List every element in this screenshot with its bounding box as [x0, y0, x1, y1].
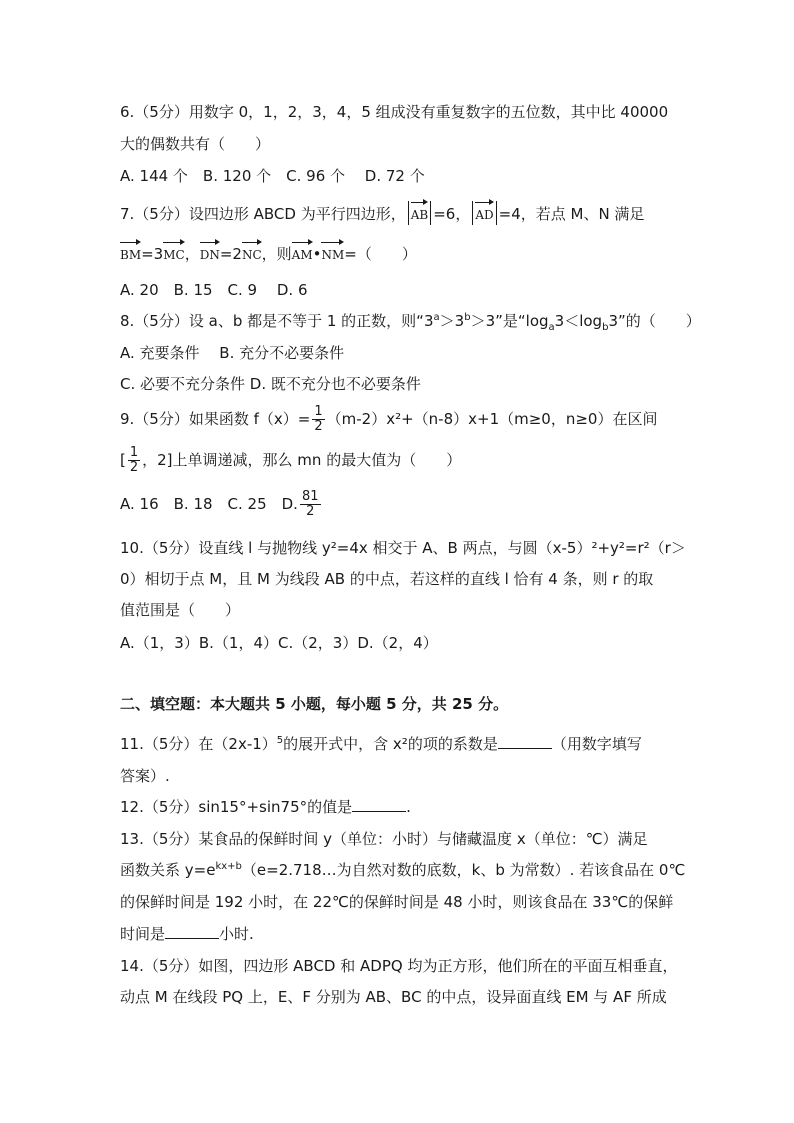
q7-abs-ad — [472, 201, 496, 225]
q13-l4-after: 小时. — [219, 925, 254, 943]
q9-optD-frac — [300, 490, 321, 519]
q7-vec-bm: BM — [120, 241, 141, 265]
q9-options-text: A. 16 B. 18 C. 25 D. — [120, 495, 298, 513]
q9-l2-frac-den: 2 — [129, 460, 139, 475]
q7-ze: ，则 — [261, 245, 292, 263]
q14-line1: 14.（5分）如图，四边形 ABCD 和 ADPQ 均为正方形，他们所在的平面互相垂直， — [120, 957, 678, 975]
q7-ab-eq: =6， — [433, 205, 471, 223]
q11-after: （用数字填写 — [551, 735, 642, 753]
q7-prefix: 7.（5分）设四边形 ABCD 为平行四边形， — [120, 205, 406, 223]
q8-sup-a: a — [433, 312, 440, 323]
q7-vec-nm: NM — [321, 241, 344, 265]
q8-line1 — [120, 311, 701, 331]
q9-frac-half — [312, 405, 324, 434]
q7-vec-dn: DN — [200, 241, 220, 265]
q7-vec-ab: AB — [411, 201, 428, 225]
q12-after: . — [406, 798, 411, 816]
q13-line2 — [120, 860, 685, 880]
q13-line3: 的保鲜时间是 192 小时，在 22℃的保鲜时间是 48 小时，则该食品在 33℃的保鲜 — [120, 893, 674, 911]
q7-line2 — [120, 241, 417, 265]
q7-eq3: =3 — [141, 245, 164, 263]
q9-prefix: 9.（5分）如果函数 f（x）= — [120, 410, 311, 428]
q6-line2: 大的偶数共有（ ） — [120, 135, 271, 153]
q7-dot: • — [312, 245, 322, 263]
q8-end: 3”的（ ） — [608, 312, 701, 330]
q9-options — [120, 490, 323, 519]
q11-sup5: 5 — [276, 735, 284, 746]
q11-answer-blank[interactable] — [498, 734, 552, 749]
q9-line2 — [120, 446, 461, 475]
q7-options: A. 20 B. 15 C. 9 D. 6 — [120, 281, 308, 299]
q7-vec-am: AM — [292, 241, 313, 265]
q8-sub-a: a — [548, 322, 555, 333]
q6-line1: 6.（5分）用数字 0，1，2，3，4，5 组成没有重复数字的五位数，其中比 40000 — [120, 103, 669, 121]
q11-line2: 答案）. — [120, 767, 170, 785]
q7-comma: ， — [184, 245, 200, 263]
q8-text-a: 8.（5分）设 a、b 都是不等于 1 的正数，则“3 — [120, 312, 434, 330]
q9-l2-rest: ，2]上单调递减，那么 mn 的最大值为（ ） — [142, 451, 462, 469]
q9-l2-frac — [128, 446, 140, 475]
q10-options: A.（1，3）B.（1，4）C.（2，3）D.（2，4） — [120, 634, 438, 652]
q9-l2-frac-num: 1 — [129, 445, 139, 460]
q13-l2-rest: （e=2.718…为自然对数的底数，k、b 为常数）. 若该食品在 0℃ — [241, 861, 686, 879]
q9-line1 — [120, 405, 657, 434]
q10-line3: 值范围是（ ） — [120, 601, 241, 619]
q9-optD-num: 81 — [301, 489, 319, 504]
q6-options: A. 144 个 B. 120 个 C. 96 个 D. 72 个 — [120, 167, 425, 185]
section2-title: 二、填空题：本大题共 5 小题，每小题 5 分，共 25 分。 — [120, 695, 509, 713]
q7-eq2: =2 — [219, 245, 242, 263]
q12-line — [120, 797, 411, 817]
q13-line1: 13.（5分）某食品的保鲜时间 y（单位：小时）与储藏温度 x（单位：℃）满足 — [120, 830, 648, 848]
q11-prefix: 11.（5分）在（2x-1） — [120, 735, 277, 753]
q10-line1: 10.（5分）设直线 l 与抛物线 y²=4x 相交于 A、B 两点，与圆（x-5）²+y²=r²（r＞ — [120, 539, 686, 557]
q7-vec-nc: NC — [242, 241, 262, 265]
q8-mid2: ＞3”是“log — [470, 312, 549, 330]
q8-options-cd: C. 必要不充分条件 D. 既不充分也不必要条件 — [120, 375, 421, 393]
q9-frac-den: 2 — [314, 419, 323, 434]
q13-answer-blank[interactable] — [165, 924, 219, 939]
q9-suffix: （m-2）x²+（n-8）x+1（m≥0，n≥0）在区间 — [326, 410, 658, 428]
q12-prefix: 12.（5分）sin15°+sin75°的值是 — [120, 798, 353, 816]
q10-line2: 0）相切于点 M，且 M 为线段 AB 的中点，若这样的直线 l 恰有 4 条，则 r 的取 — [120, 570, 654, 588]
q7-vec-mc: MC — [163, 241, 184, 265]
q7-abs-ab — [408, 201, 431, 225]
q7-ad-eq: =4，若点 M、N 满足 — [498, 205, 645, 223]
q13-line4 — [120, 924, 254, 944]
q11-mid: 的展开式中，含 x²的项的系数是 — [283, 735, 498, 753]
q7-tail: =（ ） — [344, 245, 417, 263]
q12-answer-blank[interactable] — [352, 797, 406, 812]
q9-frac-num: 1 — [314, 404, 323, 419]
q8-mid3: 3＜log — [554, 312, 603, 330]
q13-l4-prefix: 时间是 — [120, 925, 166, 943]
q11-line1 — [120, 734, 642, 754]
q7-vec-ad: AD — [475, 201, 493, 225]
q9-optD-den: 2 — [306, 504, 315, 519]
q13-l2-sup: kx+b — [215, 861, 242, 872]
q9-bracket: [ — [120, 451, 126, 469]
q8-sup-b: b — [464, 312, 471, 323]
q7-line1 — [120, 201, 644, 225]
q8-options-ab: A. 充要条件 B. 充分不必要条件 — [120, 344, 345, 362]
q14-line2: 动点 M 在线段 PQ 上，E、F 分别为 AB、BC 的中点，设异面直线 EM 与 AF 所成 — [120, 988, 667, 1006]
q8-mid1: ＞3 — [439, 312, 465, 330]
q8-sub-b: b — [602, 322, 609, 333]
q13-l2-prefix: 函数关系 y=e — [120, 861, 216, 879]
